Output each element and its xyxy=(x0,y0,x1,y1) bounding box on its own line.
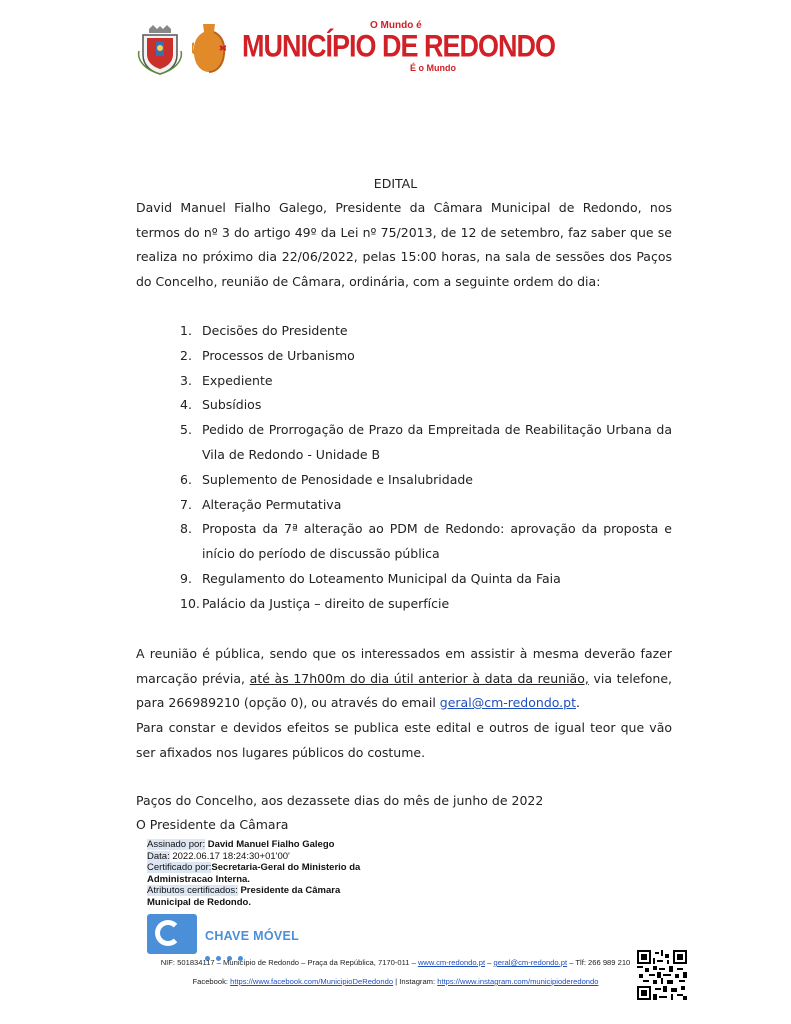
agenda-list xyxy=(136,319,672,617)
document-title: EDITAL xyxy=(373,176,418,191)
agenda-item-number: 8. xyxy=(180,521,192,537)
agenda-item-number: 6. xyxy=(180,471,192,487)
agenda-item xyxy=(136,344,672,369)
certified-value: Secretaria-Geral do Ministerio da xyxy=(211,862,361,873)
intro-paragraph: David Manuel Fialho Galego, Presidente da Câmara Municipal de Redondo, nos termos do nº 3 do artigo 49º da Lei nº 75/2013, de 12 de setembro, faz saber que se realiza no próximo dia 22/06/2022, pelas 15:00 horas, na sala de sessões dos Paços do Concelho, reunião de Câmara, ordinária, com a seguinte ordem do dia: xyxy=(136,200,672,289)
brand-tagline-top: O Mundo é xyxy=(370,20,422,31)
facebook-link[interactable]: https://www.facebook.com/MunicipioDeRedondo xyxy=(230,977,394,986)
meeting-text-contact: via telefone, para 266989210 (opção 0), ou através do email xyxy=(136,670,673,710)
agenda-item-text: Processos de Urbanismo xyxy=(202,347,355,363)
certified-label: Certificado por: xyxy=(147,862,212,873)
agenda-item xyxy=(136,418,672,468)
meeting-paragraph xyxy=(136,642,672,716)
agenda-item-number: 7. xyxy=(180,496,192,512)
footer-email-link[interactable]: geral@cm-redondo.pt xyxy=(493,958,568,967)
attributes-value: Presidente da Câmara xyxy=(240,885,341,896)
meeting-deadline: até às 17h00m do dia útil anterior à data da reunião, xyxy=(249,670,589,686)
date-value: 2022.06.17 18:24:30+01'00' xyxy=(172,850,290,862)
instagram-link[interactable]: https://www.instagram.com/municipioderedondo xyxy=(437,977,599,986)
footer-phone: – Tlf: 266 989 210 xyxy=(567,958,631,967)
date-label: Data: xyxy=(147,850,170,862)
agenda-item-number: 4. xyxy=(180,397,192,413)
agenda-item-number: 3. xyxy=(180,372,192,388)
agenda-item-number: 2. xyxy=(180,347,192,363)
agenda-item-text: Alteração Permutativa xyxy=(202,496,342,512)
instagram-label: | Instagram: xyxy=(393,977,438,986)
agenda-item xyxy=(136,493,672,518)
agenda-item-text: Subsídios xyxy=(202,397,262,413)
chave-movel-c-icon xyxy=(155,920,181,946)
signed-by-value: David Manuel Fialho Galego xyxy=(207,839,335,850)
brand-wordmark: MUNICÍPIO DE REDONDO xyxy=(242,29,556,64)
brand-tagline-bottom: É o Mundo xyxy=(410,63,456,73)
agenda-item-number: 1. xyxy=(180,323,192,338)
facebook-label: Facebook: xyxy=(192,977,231,986)
agenda-item-text: Pedido de Prorrogação de Prazo da Empreitada de Reabilitação Urbana da Vila de Redondo - Unidade B xyxy=(202,422,672,462)
meeting-text: A reunião é pública, sendo que os interessados em assistir à mesma deverão fazer marcação prévia, xyxy=(136,646,672,686)
agenda-item xyxy=(136,319,672,344)
agenda-item-text: Regulamento do Loteamento Municipal da Quinta da Faia xyxy=(202,570,561,586)
website-link[interactable]: www.cm-redondo.pt xyxy=(417,958,486,967)
digital-signature-block xyxy=(147,839,360,908)
agenda-item xyxy=(136,517,672,567)
agenda-item-number: 10. xyxy=(180,595,200,611)
agenda-item-text: Decisões do Presidente xyxy=(202,323,348,338)
certified-value-cont: Administracao Interna. xyxy=(147,873,250,885)
agenda-item xyxy=(136,592,672,617)
footer-separator: – xyxy=(485,958,494,967)
agenda-item xyxy=(136,468,672,493)
agenda-item-text: Proposta da 7ª alteração ao PDM de Redondo: aprovação da proposta e início do período de discussão pública xyxy=(202,521,672,562)
agenda-item-text: Suplemento de Penosidade e Insalubridade xyxy=(202,471,474,487)
agenda-item-number: 5. xyxy=(180,422,192,438)
email-link[interactable]: geral@cm-redondo.pt xyxy=(439,695,576,710)
agenda-item-number: 9. xyxy=(180,570,192,586)
clay-jar-logo-icon xyxy=(192,22,226,74)
qr-code-icon xyxy=(637,950,687,1000)
meeting-text-end: . xyxy=(576,695,580,710)
chave-movel-label: CHAVE MÓVEL xyxy=(205,929,300,943)
agenda-item xyxy=(136,369,672,394)
agenda-item xyxy=(136,393,672,418)
publication-paragraph: Para constar e devidos efeitos se publica este edital e outros de igual teor que vão ser afixados nos lugares públicos do costume. xyxy=(136,720,672,760)
signer-role: O Presidente da Câmara xyxy=(136,817,289,832)
agenda-item-text: Expediente xyxy=(202,372,273,388)
signed-by-label: Assinado por: xyxy=(147,839,206,850)
agenda-item-text: Palácio da Justiça – direito de superfície xyxy=(202,595,450,611)
footer-address: NIF: 501834117 – Município de Redondo – Praça da República, 7170-011 – xyxy=(160,958,418,967)
attributes-label: Atributos certificados: xyxy=(147,885,238,896)
place-date: Paços do Concelho, aos dezassete dias do mês de junho de 2022 xyxy=(136,793,544,808)
attributes-value-cont: Municipal de Redondo. xyxy=(147,896,251,908)
municipal-crest-icon xyxy=(137,25,183,75)
agenda-item xyxy=(136,567,672,592)
